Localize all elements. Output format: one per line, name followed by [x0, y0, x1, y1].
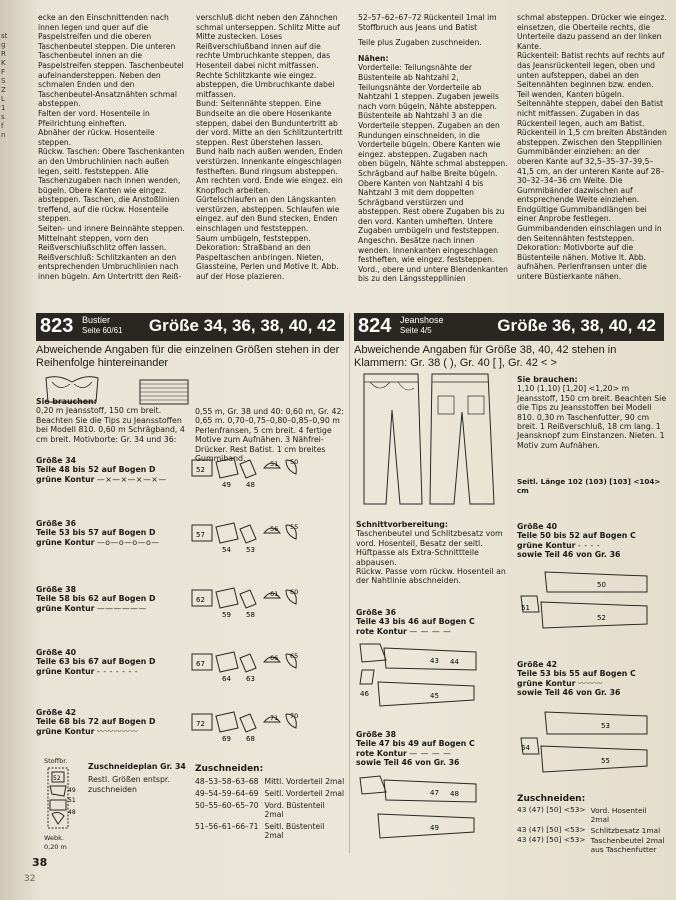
- svg-text:55: 55: [290, 523, 299, 531]
- svg-text:49: 49: [222, 481, 231, 489]
- size-40-info: Größe 40 Teile 63 bis 67 auf Bogen D grüne Kontur - - - - - - -: [36, 648, 156, 676]
- svg-text:64: 64: [222, 675, 231, 683]
- model-823-subhead: Abweichende Angaben für die einzelnen Größen stehen in der Reihenfolge hintereinander: [36, 344, 340, 369]
- svg-text:54: 54: [521, 744, 530, 752]
- svg-text:44: 44: [450, 658, 459, 666]
- svg-text:47: 47: [430, 789, 439, 797]
- model-number: 823: [40, 315, 74, 337]
- svg-text:50: 50: [597, 581, 606, 589]
- svg-text:57: 57: [196, 531, 205, 539]
- bustier-pieces-42: [190, 710, 320, 744]
- model-823-materials: Sie brauchen: 0,20 m Jeansstoff, 150 cm breit. Beachten Sie die Tips zu Jeansstoffen bei Modell 810. 0,60 m Schrägband, 4 cm breit. Motivborte: Gr. 34 und 36:: [36, 397, 185, 444]
- model-824-subhead: Abweichende Angaben für Größe 38, 40, 42 stehen in Klammern: Gr. 38 ( ), Gr. 40 [ ], Gr. 42 < >: [354, 344, 617, 369]
- svg-text:66: 66: [270, 654, 279, 662]
- svg-text:67: 67: [196, 660, 205, 668]
- size-42-info: Größe 42 Teile 68 bis 72 auf Bogen D grüne Kontur 〰〰〰〰〰: [36, 708, 156, 736]
- svg-text:51: 51: [270, 460, 279, 468]
- model-page-ref: Seite 60/61: [82, 326, 123, 335]
- svg-text:52: 52: [597, 614, 606, 622]
- cutting-layout-diagram: [44, 766, 78, 834]
- svg-text:70: 70: [290, 712, 299, 720]
- svg-text:63: 63: [246, 675, 255, 683]
- svg-text:65: 65: [290, 652, 299, 660]
- size-42-info: Größe 42 Teile 53 bis 55 auf Bogen C grüne Kontur 〰〰〰 sowie Teil 46 von Gr. 36: [517, 660, 636, 698]
- svg-text:56: 56: [270, 525, 279, 533]
- svg-text:51: 51: [521, 604, 530, 612]
- model-sizes: Größe 34, 36, 38, 40, 42: [148, 316, 336, 335]
- cutting-row: 43 (47) [50] <53> Taschenbeutel 2mal aus Taschenfutter: [517, 835, 665, 854]
- svg-text:53: 53: [601, 722, 610, 730]
- svg-text:52: 52: [196, 466, 205, 474]
- trouser-pieces-40: [517, 566, 667, 644]
- svg-text:46: 46: [360, 690, 369, 698]
- svg-text:52: 52: [53, 775, 61, 782]
- page-number: 38: [32, 856, 48, 869]
- svg-text:69: 69: [222, 735, 231, 743]
- bustier-pieces-36: [190, 521, 320, 555]
- cutting-row: 43 (47) [50] <53> Vord. Hosenteil 2mal: [517, 805, 647, 824]
- size-38-info: Größe 38 Teile 47 bis 49 auf Bogen C rote Kontur — — — — sowie Teil 46 von Gr. 36: [356, 730, 475, 768]
- size-38-info: Größe 38 Teile 58 bis 62 auf Bogen D grüne Kontur ——————: [36, 585, 156, 613]
- trouser-pieces-42: [517, 706, 667, 780]
- svg-text:50: 50: [290, 458, 299, 466]
- bustier-pieces-40: [190, 650, 320, 684]
- webk-label: Webk. 0,20 m: [44, 834, 67, 852]
- margin-fragments: st g R K F S Z L 1 s f n: [1, 32, 8, 139]
- svg-text:53: 53: [246, 546, 255, 554]
- jeans-sketch: [356, 370, 506, 512]
- model-824-materials: Sie brauchen: 1,10 (1,10) [1,20] <1,20> m Jeansstoff, 150 cm breit. Beachten Sie die Tips zu Jeansstoffen bei Modell 810. 0,30 m Taschenfutter, 90 cm breit. 1 Reißverschluß, 18 cm lang. 1 Jeansknopf zum Einstanzen. Nieten. 1 Motiv zum Aufnähen.: [517, 375, 667, 450]
- model-824-header: [354, 313, 664, 341]
- svg-text:48: 48: [246, 481, 255, 489]
- stoffbr-label: Stoffbr.: [44, 757, 68, 765]
- bustier-pieces-38: [190, 586, 320, 620]
- model-name: Bustier: [82, 315, 111, 325]
- column-divider: [349, 313, 350, 853]
- svg-text:60: 60: [290, 588, 299, 596]
- top-column-4: schmal absteppen. Drücker wie eingez. einsetzen, die Oberteile rechts, die Unterteile dazu passend an der linken Kante. Rückenteil: Batist rechts auf rechts auf das Jeansrückenteil legen, oben und unten aufsteppen, dabei an den Seitennähten beginnen bzw. enden. Teil wenden, Kanten bügeln. Seitennähte steppen, dabei den Batist nicht mitfassen. Zugaben in das Rückenteil legen, auch am Batist. Rückenteil in 1,5 cm breiten Abständen absteppen. Zwischen den Steppllinien Gummibänder einziehen: an der oberen Kante auf 32,5–35–37–39,5–41,5 cm, an der unteren Kante auf 28–30–32–34–36 cm Weite. Die Gummibänder dazwischen auf entsprechende Weite einziehen. Endgültige Gummibandlängen bei einer Anprobe festlegen. Gummibandenden einschlagen und in den Seitennähten feststeppen. Dekoration: Motivborte auf die Büstenteile nähen. Motive lt. Abb. aufnähen. Perlenfransen unter die untere Büstierkante nähen.: [517, 13, 667, 282]
- svg-text:45: 45: [430, 692, 439, 700]
- svg-text:51: 51: [68, 797, 76, 804]
- bustier-pieces-34: [190, 456, 320, 490]
- model-824-cutting-list: Zuschneiden: 43 (47) [50] <53> Vord. Hosenteil 2mal 43 (47) [50] <53> Schlitzbesatz 1mal 43 (47) [50] <53> Taschenbeutel 2mal aus Taschenfutter: [517, 795, 667, 855]
- top-column-3: 52–57–62–67–72 Rückenteil 1mal im Stoffbruch aus Jeans und Batist Teile plus Zugaben zuschneiden. Nähen: Vorderteile: Teilungsnähte der Büstenteile ab Nahtzahl 2, Teilungsnähte der Vorderteile ab Nahtzahl 1 steppen. Zugaben jeweils nach vorn bügeln, Nähte absteppen. Büstenteile ab Nahtzahl 3 an die Vorderteile steppen. Zugaben an den Rundungen einschneiden, in die Vorderteile bügeln. Obere Kanten wie eingez. absteppen. Zugaben nach oben bügeln, Nähte schmal absteppen. Schrägband auf halbe Breite bügeln. Obere Kanten von Nahtzahl 4 bis Nahtzahl 3 mit dem doppelten Schrägband verstürzen und absteppen. Rest obere Zugaben bis zu den vord. Kanten umheften. Untere Zugaben umbügeln und feststeppen. Angeschn. Besätze nach innen wenden. Innenkanten eingeschlagen festheften, wie eingez. feststeppen. Vord., obere und untere Blendenkanten bis zu den Längssteppllinien: [358, 13, 508, 284]
- model-sizes: Größe 36, 38, 40, 42: [497, 316, 656, 335]
- svg-text:59: 59: [222, 611, 231, 619]
- cutting-row: 49–54–59–64–69 Seitl. Vorderteil 2mal: [195, 789, 345, 799]
- model-823-materials-cont: 0,55 m, Gr. 38 und 40: 0,60 m, Gr. 42: 0,65 m. 0,70–0,75–0,80–0,85–0,90 m Perlenfransen, 5 cm breit. 4 fertige Motive zum Aufnähen. 3 Nähfrei-Drücker. Rest Batist. 1 cm breites Gummiband.: [195, 407, 345, 464]
- model-823-cutting-list: Zuschneiden: 48–53–58–63–68 Mittl. Vorderteil 2mal 49–54–59–64–69 Seitl. Vorderteil 2mal 50–55–60–65–70 Vord. Büstenteil 2mal 51–56–61–66–71 Seitl. Büstenteil 2mal: [195, 765, 345, 843]
- page-number-faint: 32: [24, 874, 36, 884]
- trouser-pieces-36: [356, 640, 506, 718]
- top-column-2: verschluß dicht neben den Zähnchen schmal unterseppen. Schlitz Mitte auf Mitte zustecken. Loses Reißverschlußband innen auf die rechte Umbruchkante steppen, das Hosenteil dabei nicht mitfassen. Rechte Schlitzkante wie eingez. absteppen, die Umbruchkante dabei mitfassen. Bund: Seitennähte steppen. Eine Bundseite an die obere Hosenkante steppen, dabei den Bunduntertritt ab der vord. Mitte an den Schlitzuntertritt steppen. Rest überstehen lassen. Bund halb nach außen wenden, Enden verstürzen. Innenkante eingeschlagen festheften. Bund ringsum absteppen. Am rechten vord. Ende wie eingez. ein Knopfloch arbeiten. Gürtelschlaufen an den Längskanten verstürzen, absteppen. Schlaufen wie eingez. auf den Bund stecken, Enden einschlagen und feststeppen. Saum umbügeln, feststeppen. Dekoration: Straßband an den Paspeltaschen anbringen. Nieten, Glassteine, Perlen und Motive lt. Abb. auf der Hose plazieren.: [196, 13, 343, 282]
- svg-text:48: 48: [68, 809, 76, 816]
- model-page-ref: Seite 4/5: [400, 326, 432, 335]
- size-34-info: Größe 34 Teile 48 bis 52 auf Bogen D grüne Kontur —×—×—×—×—: [36, 456, 167, 484]
- svg-text:62: 62: [196, 596, 205, 604]
- size-36-info: Größe 36 Teile 53 bis 57 auf Bogen D grüne Kontur —o—o—o—o—: [36, 519, 160, 547]
- svg-text:58: 58: [246, 611, 255, 619]
- svg-text:55: 55: [601, 757, 610, 765]
- cutting-row: 51–56–61–66–71 Seitl. Büstenteil 2mal: [195, 822, 325, 841]
- svg-text:48: 48: [450, 790, 459, 798]
- size-40-info: Größe 40 Teile 50 bis 52 auf Bogen C grüne Kontur - - - - sowie Teil 46 von Gr. 36: [517, 522, 636, 560]
- model-824-length: Seitl. Länge 102 (103) [103] <104> cm: [517, 477, 661, 496]
- svg-text:49: 49: [430, 824, 439, 832]
- model-824-prep: Schnittvorbereitung: Taschenbeutel und Schlitzbesatz vom vord. Hosenteil, Besatz der seitl. Hüftpasse als Extra-Schnittteile abpausen. Rückw. Passe vom rückw. Hosenteil an der Nahtlinie abschneiden.: [356, 520, 506, 586]
- size-36-info: Größe 36 Teile 43 bis 46 auf Bogen C rote Kontur — — — —: [356, 608, 475, 636]
- svg-text:54: 54: [222, 546, 231, 554]
- model-823-header: [36, 313, 344, 341]
- model-number: 824: [358, 315, 392, 337]
- svg-text:71: 71: [270, 714, 279, 722]
- svg-text:49: 49: [68, 787, 76, 794]
- trouser-pieces-38: [356, 772, 506, 846]
- top-column-1: ecke an den Einschnittenden nach innen legen und quer auf die Paspelstreifen und die oberen Taschenbeutel steppen. Die unteren Taschenbeutel innen an die Paspelstreifen steppen. Taschenbeutel aufeinandersteppen. Neben den schmalen Enden und den Taschenbeutel-Ansatznähten schmal absteppen. Falten der vord. Hosenteile in Pfeilrichtung einheften. Abnäher der rückw. Hosenteile steppen. Rückw. Taschen: Obere Taschenkanten an den Umbruchlinien nach außen legen, seitl. feststeppen. Alle Taschenzugaben nach innen wenden, bügeln. Obere Kanten wie eingez. absteppen. Taschen, die Anstoßlinien treffend, auf die rückw. Hosenteile steppen. Seiten- und innere Beinnähte steppen. Mittelnaht steppen, vorn den Reißverschlußschlitz offen lassen. Reißverschluß: Schlitzkanten an den entsprechenden Umbruchlinien nach innen bügeln. Am Untertritt den Reiß-: [38, 13, 185, 282]
- svg-text:43: 43: [430, 657, 439, 665]
- svg-text:68: 68: [246, 735, 255, 743]
- svg-text:61: 61: [270, 590, 279, 598]
- cutting-row: 50–55–60–65–70 Vord. Büstenteil 2mal: [195, 801, 325, 820]
- cutting-row: 48–53–58–63–68 Mittl. Vorderteil 2mal: [195, 777, 345, 787]
- svg-text:72: 72: [196, 720, 205, 728]
- cutting-row: 43 (47) [50] <53> Schlitzbesatz 1mal: [517, 824, 661, 835]
- cutting-plan-title: Zuschneideplan Gr. 34 Restl. Größen entspr. zuschneiden: [88, 762, 186, 794]
- model-name: Jeanshose: [400, 315, 444, 325]
